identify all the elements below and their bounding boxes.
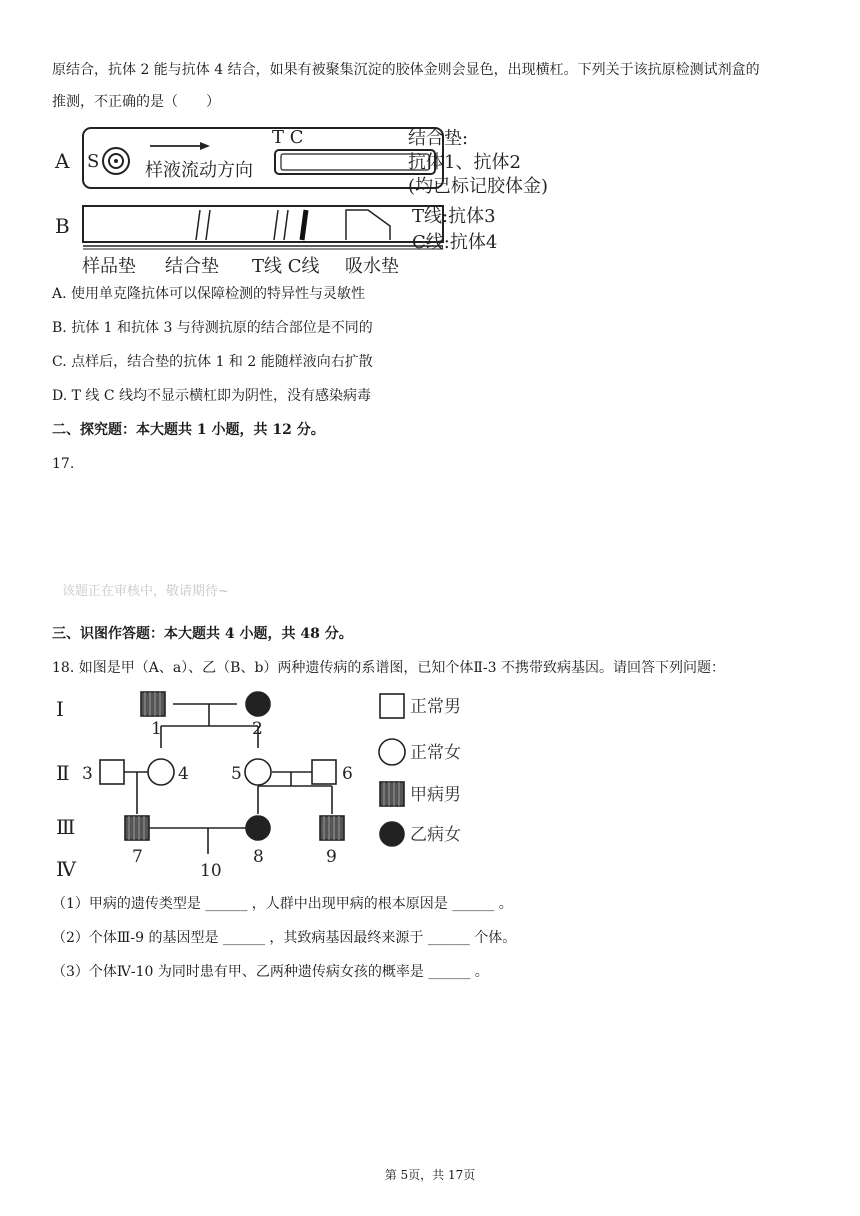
individual-3-normal-male: [100, 760, 124, 784]
q16-intro-line1: 原结合，抗体 2 能与抗体 4 结合，如果有被聚集沉淀的胶体金则会显色，出现横杠。下列关于该抗原检测试剂盒的: [52, 62, 760, 78]
generation-label-4: Ⅳ: [56, 857, 76, 881]
q18-subquestion-1: （1）甲病的遗传类型是 ______ ，人群中出现甲病的根本原因是 ______ 。: [52, 896, 513, 912]
pedigree-figure: [50, 684, 490, 884]
c-line-mark: [302, 210, 306, 240]
q16-intro-line2: 推测，不正确的是（ ）: [52, 94, 220, 110]
q16-option-b: B. 抗体 1 和抗体 3 与待测抗原的结合部位是不同的: [52, 320, 373, 336]
q16-option-d: D. T 线 C 线均不显示横杠即为阴性，没有感染病毒: [52, 388, 372, 404]
individual-number-7: 7: [132, 847, 143, 867]
individual-number-10: 10: [200, 861, 222, 881]
test-strip-figure: [50, 118, 610, 278]
q16-option-a: A. 使用单克隆抗体可以保障检测的特异性与灵敏性: [52, 286, 366, 302]
legend-normal-female-icon: [379, 739, 405, 765]
generation-label-2: Ⅱ: [56, 761, 70, 785]
individual-5-normal-female: [245, 759, 271, 785]
legend-line4: T线:抗体3: [412, 206, 496, 227]
legend-normal-male-icon: [380, 694, 404, 718]
individual-number-2: 2: [252, 719, 263, 739]
absorbent-pad-shape: [346, 210, 390, 240]
t-line-mark: [274, 210, 278, 240]
cassette-outline: [83, 128, 443, 188]
individual-number-9: 9: [326, 847, 337, 867]
individual-number-1: 1: [151, 719, 162, 739]
individual-number-3: 3: [82, 764, 93, 784]
legend-line1: 结合垫:: [408, 128, 469, 149]
generation-label-1: Ⅰ: [56, 697, 64, 721]
figure-label-a: A: [55, 149, 70, 173]
individual-2-affected-female: [246, 692, 270, 716]
bottom-label-tc-lines: T线 C线: [252, 256, 320, 277]
q17-number: 17.: [52, 456, 75, 472]
strip-b-outline: [83, 206, 443, 242]
q16-option-c: C. 点样后，结合垫的抗体 1 和 2 能随样液向右扩散: [52, 354, 373, 370]
figure-label-b: B: [55, 214, 70, 238]
legend-normal-male-label: 正常男: [410, 697, 461, 717]
individual-number-8: 8: [253, 847, 264, 867]
individual-number-6: 6: [342, 764, 353, 784]
section3-heading: 三、识图作答题：本大题共 4 小题，共 48 分。: [52, 626, 353, 642]
bottom-label-sample-pad: 样品垫: [82, 256, 136, 277]
legend-disease-b-female-label: 乙病女: [410, 825, 461, 845]
q17-pending-notice: 该题正在审核中，敬请期待~: [62, 584, 229, 599]
page-footer: 第 5页，共 17页: [384, 1168, 476, 1182]
legend-disease-a-male-label: 甲病男: [410, 785, 461, 805]
legend-line2: 抗体1、抗体2: [408, 152, 521, 173]
bottom-label-conjugate-pad: 结合垫: [165, 256, 219, 277]
section2-heading: 二、探究题：本大题共 1 小题，共 12 分。: [52, 422, 325, 438]
legend-normal-female-label: 正常女: [410, 743, 461, 763]
sample-well-label: S: [87, 151, 100, 172]
individual-6-normal-male: [312, 760, 336, 784]
generation-label-3: Ⅲ: [56, 815, 76, 839]
legend-line5: C线:抗体4: [412, 232, 498, 253]
individual-number-5: 5: [231, 764, 242, 784]
q18-subquestion-3: （3）个体Ⅳ-10 为同时患有甲、乙两种遗传病女孩的概率是 ______ 。: [52, 964, 489, 980]
bottom-label-absorbent-pad: 吸水垫: [345, 256, 399, 277]
q18-stem: 18. 如图是甲（A、a）、乙（B、b）两种遗传病的系谱图，已知个体Ⅱ-3 不携带致病基因。请回答下列问题：: [52, 660, 726, 676]
individual-number-4: 4: [178, 764, 189, 784]
tc-label: T C: [272, 127, 304, 148]
legend-line3: (均已标记胶体金): [408, 176, 549, 197]
flow-direction-label: 样液流动方向: [145, 160, 253, 181]
q18-subquestion-2: （2）个体Ⅲ-9 的基因型是 ______ ，其致病基因最终来源于 ______ 个体。: [52, 930, 517, 946]
legend-disease-b-female-icon: [380, 822, 404, 846]
individual-4-normal-female: [148, 759, 174, 785]
individual-8-affected-female: [246, 816, 270, 840]
conjugate-pad-mark: [196, 210, 200, 240]
